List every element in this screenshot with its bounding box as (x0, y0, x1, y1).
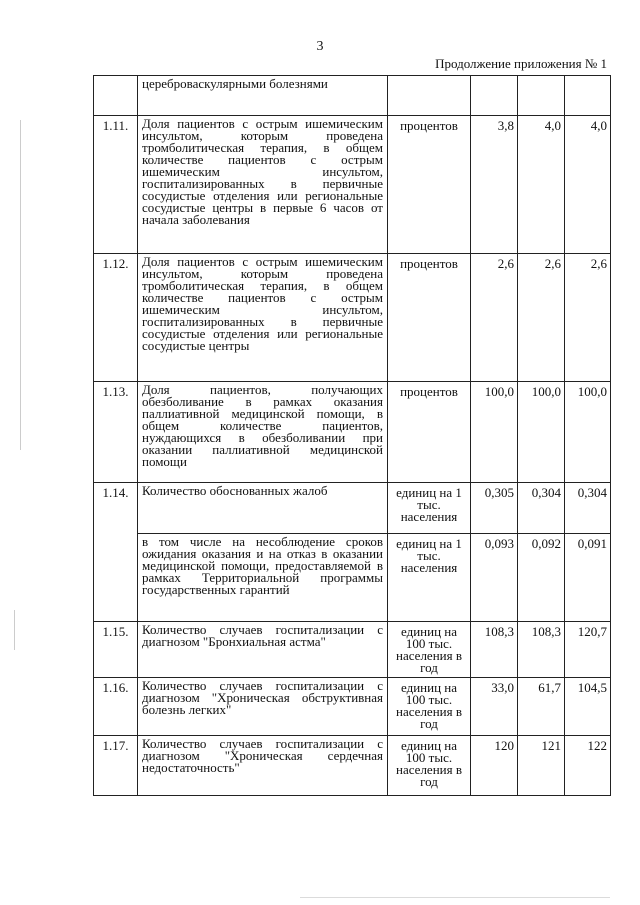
value-cell: 120,7 (565, 622, 611, 678)
value-cell: 122 (565, 736, 611, 796)
row-number (94, 76, 138, 116)
table-row (94, 254, 611, 382)
value-cell: 100,0 (471, 382, 518, 483)
indicator-name: цереброваскулярными болезнями (138, 76, 388, 116)
value-cell (565, 76, 611, 116)
value-cell: 120 (471, 736, 518, 796)
table-row (94, 622, 611, 678)
unit-cell: единиц на 1 тыс. населения (388, 534, 471, 622)
scan-edge-mark (14, 610, 15, 650)
value-cell: 100,0 (518, 382, 565, 483)
indicators-table (93, 75, 611, 796)
value-cell: 33,0 (471, 678, 518, 736)
row-number: 1.11. (94, 116, 138, 254)
indicator-name: Доля пациентов с острым ишемическим инсультом, которым проведена тромболитическая терапия, в общем количестве пациентов с острым ишемическим инсультом, госпитализированных в первичные сосудистые отделения или региональные сосудистые центры в первые 6 часов от начала заболевания (138, 116, 388, 254)
indicator-name: в том числе на несоблюдение сроков ожидания оказания и на отказ в оказании медицинской помощи, предоставляемой в рамках Территориальной программы государственных гарантий (138, 534, 388, 622)
unit-cell: единиц на 1 тыс. населения (388, 483, 471, 534)
indicator-name: Количество обоснованных жалоб (138, 483, 388, 534)
value-cell: 4,0 (565, 116, 611, 254)
value-cell: 0,092 (518, 534, 565, 622)
table-row (94, 534, 611, 622)
table-row (94, 736, 611, 796)
table-row (94, 76, 611, 116)
row-number: 1.13. (94, 382, 138, 483)
value-cell (471, 76, 518, 116)
table-row (94, 382, 611, 483)
indicator-name: Доля пациентов, получающих обезболивание в рамках оказания паллиативной медицинской помощи, в общем количестве пациентов, нуждающихся в обезболивании при оказании паллиативной медицинской помощи (138, 382, 388, 483)
unit-cell: единиц на 100 тыс. населения в год (388, 736, 471, 796)
scan-edge-mark (20, 120, 21, 450)
value-cell: 0,093 (471, 534, 518, 622)
value-cell: 61,7 (518, 678, 565, 736)
value-cell: 2,6 (471, 254, 518, 382)
unit-cell: единиц на 100 тыс. населения в год (388, 678, 471, 736)
value-cell: 104,5 (565, 678, 611, 736)
row-number: 1.15. (94, 622, 138, 678)
value-cell: 100,0 (565, 382, 611, 483)
table-row (94, 116, 611, 254)
row-number: 1.17. (94, 736, 138, 796)
indicator-name: Количество случаев госпитализации с диагнозом "Бронхиальная астма" (138, 622, 388, 678)
value-cell: 0,304 (518, 483, 565, 534)
unit-cell: процентов (388, 382, 471, 483)
table-row (94, 678, 611, 736)
row-number: 1.12. (94, 254, 138, 382)
unit-cell: процентов (388, 116, 471, 254)
value-cell: 2,6 (518, 254, 565, 382)
indicator-name: Количество случаев госпитализации с диагнозом "Хроническая обструктивная болезнь легких" (138, 678, 388, 736)
value-cell: 108,3 (518, 622, 565, 678)
indicator-name: Доля пациентов с острым ишемическим инсультом, которым проведена тромболитическая терапия, в общем количестве пациентов с острым ишемическим инсультом, госпитализированных в первичные сосудистые отделения или региональные сосудистые центры (138, 254, 388, 382)
unit-cell: единиц на 100 тыс. населения в год (388, 622, 471, 678)
value-cell: 108,3 (471, 622, 518, 678)
value-cell: 2,6 (565, 254, 611, 382)
value-cell: 0,304 (565, 483, 611, 534)
continuation-note: Продолжение приложения № 1 (435, 56, 607, 71)
table-row (94, 483, 611, 534)
scan-bottom-mark (300, 897, 610, 898)
value-cell: 3,8 (471, 116, 518, 254)
row-number: 1.16. (94, 678, 138, 736)
unit-cell: процентов (388, 254, 471, 382)
value-cell (518, 76, 565, 116)
indicator-name: Количество случаев госпитализации с диагнозом "Хроническая сердечная недостаточность" (138, 736, 388, 796)
row-number: 1.14. (94, 483, 138, 622)
unit-cell (388, 76, 471, 116)
value-cell: 0,305 (471, 483, 518, 534)
value-cell: 4,0 (518, 116, 565, 254)
value-cell: 121 (518, 736, 565, 796)
page-number: 3 (316, 39, 324, 54)
value-cell: 0,091 (565, 534, 611, 622)
